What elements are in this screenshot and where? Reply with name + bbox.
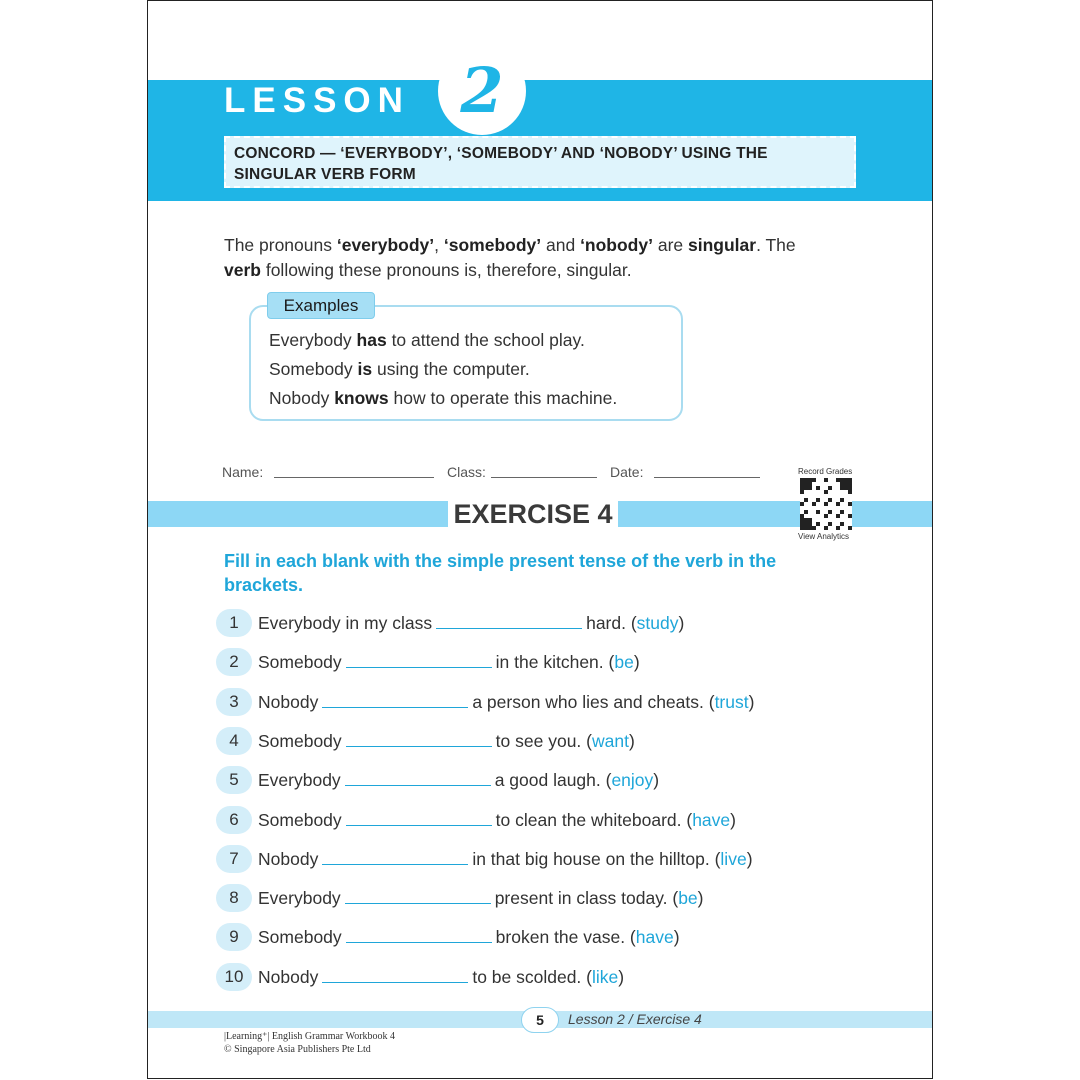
answer-blank[interactable] — [346, 926, 492, 943]
qr-module — [848, 526, 852, 530]
question-text — [258, 727, 635, 755]
question-number: 3 — [216, 688, 252, 716]
question-item — [216, 963, 876, 991]
question-text — [258, 845, 753, 873]
intro-text: . The — [756, 235, 796, 255]
question-item — [216, 884, 876, 912]
question-rest: to be scolded. ( — [472, 966, 592, 987]
question-number: 7 — [216, 845, 252, 873]
question-verb: want — [591, 730, 629, 751]
question-subject: Everybody in my class — [258, 613, 433, 633]
question-subject: Somebody — [258, 652, 342, 673]
intro-text: and — [541, 235, 581, 255]
lesson-topic-line-1: CONCORD — ‘EVERYBODY’, ‘SOMEBODY’ AND ‘NOBODY’ USING THE — [234, 145, 768, 162]
question-item — [216, 923, 876, 951]
question-verb: have — [692, 809, 731, 830]
question-text — [258, 963, 624, 991]
qr-view-analytics-label: View Analytics — [798, 532, 849, 541]
page-number: 5 — [521, 1007, 559, 1033]
example-verb: has — [356, 330, 387, 350]
question-close: ) — [653, 770, 660, 791]
question-rest: in the kitchen. ( — [495, 652, 615, 673]
question-subject: Nobody — [258, 691, 319, 712]
question-number: 5 — [216, 766, 252, 794]
example-text: Somebody — [269, 359, 358, 379]
question-text — [258, 766, 659, 794]
question-subject: Somebody — [258, 927, 342, 948]
question-number: 6 — [216, 806, 252, 834]
question-close: ) — [633, 652, 640, 673]
question-item — [216, 609, 876, 637]
intro-keyword: ‘somebody’ — [443, 235, 542, 255]
question-subject: Somebody — [258, 809, 342, 830]
question-verb: enjoy — [611, 770, 654, 791]
intro-text: following these pronouns is, therefore, singular. — [260, 260, 632, 280]
question-rest: present in class today. ( — [494, 888, 679, 909]
example-line — [269, 359, 530, 380]
question-close: ) — [746, 848, 753, 869]
question-subject: Everybody — [258, 888, 341, 909]
example-text: how to operate this machine. — [388, 388, 618, 408]
example-text: Everybody — [269, 330, 357, 350]
footer-book-title: |Learning⁺| English Grammar Workbook 4 — [224, 1031, 396, 1042]
footer-reference: Lesson 2 / Exercise 4 — [568, 1011, 702, 1027]
question-close: ) — [628, 730, 635, 751]
question-text — [258, 923, 680, 951]
question-close: ) — [730, 809, 736, 830]
example-text: Nobody — [269, 388, 335, 408]
question-item — [216, 766, 876, 794]
question-rest: in that big house on the hilltop. ( — [472, 848, 721, 869]
question-item — [216, 648, 876, 676]
question-number: 2 — [216, 648, 252, 676]
question-text — [258, 806, 736, 834]
example-text: to attend the school play. — [386, 330, 585, 350]
answer-blank[interactable] — [322, 691, 468, 708]
question-close: ) — [697, 888, 704, 909]
question-subject: Nobody — [258, 966, 319, 987]
question-rest: hard. ( — [586, 613, 637, 633]
question-number: 1 — [216, 609, 252, 637]
date-label: Date: — [610, 464, 644, 480]
question-close: ) — [673, 927, 680, 948]
question-verb: trust — [714, 691, 749, 712]
question-text — [258, 688, 754, 716]
question-verb: be — [678, 888, 698, 909]
example-text: using the computer. — [372, 359, 530, 379]
answer-blank[interactable] — [436, 612, 582, 629]
question-verb: have — [635, 927, 674, 948]
example-verb: knows — [334, 388, 389, 408]
answer-blank[interactable] — [345, 887, 491, 904]
question-item — [216, 688, 876, 716]
intro-text: are — [652, 235, 688, 255]
answer-blank[interactable] — [322, 966, 468, 983]
date-field[interactable] — [654, 477, 760, 478]
examples-title: Examples — [267, 292, 375, 319]
intro-keyword: singular — [688, 235, 757, 255]
example-line — [269, 330, 585, 351]
example-verb: is — [357, 359, 373, 379]
class-label: Class: — [447, 464, 486, 480]
intro-paragraph — [224, 233, 858, 283]
question-subject: Everybody — [258, 770, 341, 791]
question-number: 10 — [216, 963, 252, 991]
question-number: 9 — [216, 923, 252, 951]
intro-keyword: ‘nobody’ — [580, 235, 653, 255]
question-close: ) — [618, 966, 625, 987]
question-number: 4 — [216, 727, 252, 755]
question-rest: broken the vase. ( — [495, 927, 636, 948]
intro-keyword: ‘everybody’ — [336, 235, 435, 255]
question-text — [258, 884, 704, 912]
answer-blank[interactable] — [345, 769, 491, 786]
name-label: Name: — [222, 464, 264, 480]
qr-code-icon[interactable] — [800, 478, 852, 530]
question-verb: study — [636, 613, 679, 633]
question-subject: Nobody — [258, 848, 319, 869]
question-rest: to see you. ( — [495, 730, 592, 751]
intro-keyword: verb — [224, 260, 261, 280]
question-number: 8 — [216, 884, 252, 912]
question-item — [216, 727, 876, 755]
lesson-topic-line-2: SINGULAR VERB FORM — [234, 166, 416, 183]
question-close: ) — [748, 691, 755, 712]
answer-blank[interactable] — [346, 809, 492, 826]
answer-blank[interactable] — [322, 848, 468, 865]
answer-blank[interactable] — [346, 730, 492, 747]
qr-record-grades-label: Record Grades — [798, 467, 853, 476]
exercise-title: EXERCISE 4 — [453, 499, 613, 529]
lesson-number: 2 — [460, 54, 504, 127]
intro-text: The pronouns — [224, 235, 337, 255]
question-text — [258, 648, 640, 676]
question-rest: to clean the whiteboard. ( — [495, 809, 693, 830]
question-text — [258, 609, 684, 637]
workbook-page — [147, 0, 933, 1079]
question-verb: like — [591, 966, 619, 987]
question-subject: Somebody — [258, 730, 342, 751]
question-verb: live — [720, 848, 747, 869]
intro-text: , — [434, 235, 444, 255]
question-close: ) — [678, 613, 685, 633]
class-field[interactable] — [491, 477, 597, 478]
name-field[interactable] — [274, 477, 434, 478]
lesson-topic-box — [224, 136, 856, 188]
lesson-label: LESSON — [224, 81, 410, 120]
question-item — [216, 845, 876, 873]
exercise-instruction: Fill in each blank with the simple present tense of the verb in the brackets. — [224, 551, 777, 595]
question-rest: a person who lies and cheats. ( — [472, 691, 715, 712]
question-rest: a good laugh. ( — [494, 770, 612, 791]
answer-blank[interactable] — [346, 651, 492, 668]
question-item — [216, 806, 876, 834]
question-verb: be — [614, 652, 634, 673]
example-line — [269, 388, 617, 409]
footer-copyright: © Singapore Asia Publishers Pte Ltd — [224, 1044, 371, 1055]
